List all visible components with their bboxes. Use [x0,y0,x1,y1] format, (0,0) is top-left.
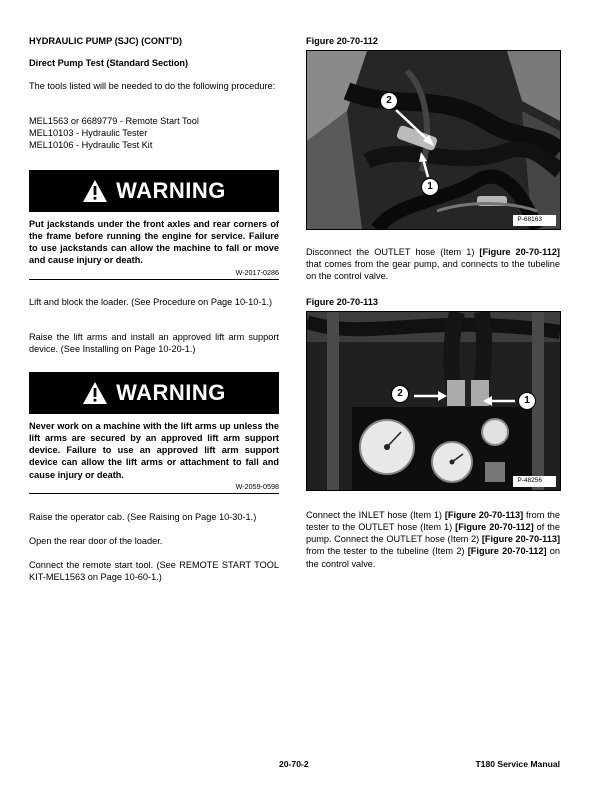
figure-reference[interactable]: [Figure 20-70-113] [444,510,524,520]
warning-label: WARNING [116,178,226,204]
manual-title: T180 Service Manual [475,759,560,769]
page-number: 20-70-2 [279,759,309,769]
figure-reference[interactable]: [Figure 20-70-113] [481,534,560,545]
section-title: HYDRAULIC PUMP (SJC) (CONT'D) [29,36,183,46]
photo-id: P-48256 [513,476,556,487]
raise-cab-paragraph: Raise the operator cab. (See Raising on Page 10-30-1.) [29,512,257,522]
tool-item: MEL1563 or 6689779 - Remote Start Tool [29,116,199,126]
warning-banner [29,170,279,212]
open-door-paragraph: Open the rear door of the loader. [29,536,163,546]
text-run: of the pump. Connect the OUTLET hose (Item 2) [306,522,560,545]
callout-1: 1 [421,178,439,196]
remote-start-paragraph: Connect the remote start tool. (See REMOTE START TOOL KIT-MEL1563 on Page 10-60-1.) [29,560,279,583]
figure-photo-112 [306,50,561,230]
figure-photo-113 [306,311,561,491]
warning-label: WARNING [116,380,226,406]
warning-box-lift-arms [29,372,279,494]
text-run: Disconnect the OUTLET hose (Item 1) [306,247,480,257]
raise-arms-paragraph: Raise the lift arms and install an approved lift arm support device. (See Installing on Page 10-20-1.) [29,332,279,355]
intro-paragraph: The tools listed will be needed to do the following procedure: [29,81,276,91]
subsection-title: Direct Pump Test (Standard Section) [29,58,189,68]
warning-code: W-2017-0286 [235,267,279,277]
callout-2: 2 [391,385,409,403]
figure-title-113: Figure 20-70-113 [306,297,379,307]
figure-reference[interactable]: [Figure 20-70-112] [467,546,547,557]
warning-text: Never work on a machine with the lift arms up unless the lift arms are secured by an approved lift arm support device. Failure to use an approved lift arm support device can allow the lift arms or attachment to fall and cause injury or death. [29,421,279,480]
text-run: on the control valve. [306,546,561,569]
callout-1: 1 [518,392,536,410]
warning-code: W-2059-0598 [235,481,279,491]
warning-rule [29,493,279,494]
warning-triangle-icon [82,179,108,203]
engine-bay-photo [307,51,560,229]
text-run: that comes from the gear pump, and connects to the tubeline on the control valve. [306,259,560,282]
warning-triangle-icon [82,381,108,405]
warning-rule [29,279,279,280]
photo-id: P-68163 [513,215,556,226]
figure-reference[interactable]: [Figure 20-70-112] [455,522,534,533]
tools-list [29,115,279,151]
connect-paragraph [306,509,560,570]
tool-item: MEL10103 - Hydraulic Tester [29,128,148,139]
disconnect-paragraph [306,246,560,282]
text-run: from the tester to the OUTLET hose (Item 1) [306,510,561,533]
lift-paragraph: Lift and block the loader. (See Procedure on Page 10-10-1.) [29,297,273,307]
warning-banner [29,372,279,414]
text-run: from the tester to the tubeline (Item 2) [306,546,468,557]
warning-box-jackstands [29,170,279,280]
figure-title-112: Figure 20-70-112 [306,36,379,46]
text-run: Connect the INLET hose (Item 1) [306,510,445,520]
figure-reference[interactable]: [Figure 20-70-112] [479,247,560,257]
callout-2: 2 [380,92,398,110]
warning-text: Put jackstands under the front axles and rear corners of the frame before running the engine for service. Failure to use jackstands can allow the machine to fall or move and cause injury or death. [29,219,279,266]
tool-item: MEL10106 - Hydraulic Test Kit [29,140,153,151]
